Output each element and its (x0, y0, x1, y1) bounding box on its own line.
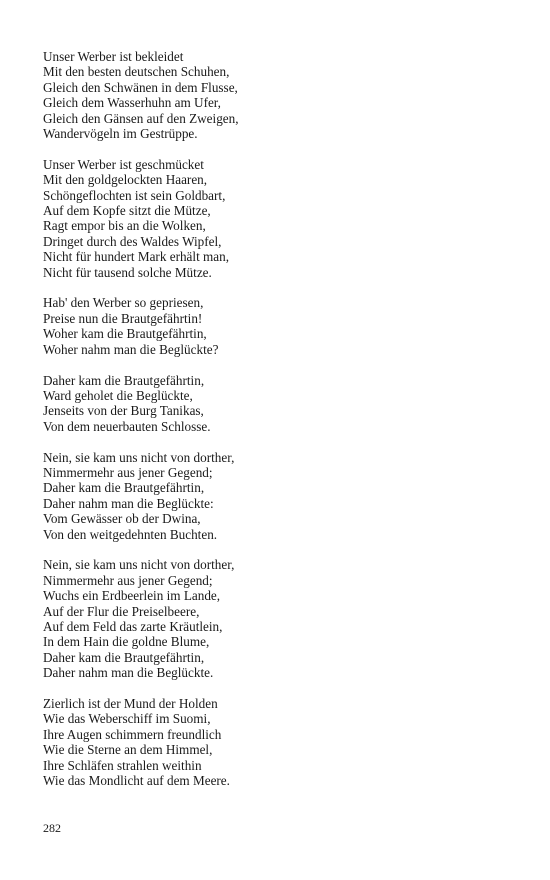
poem-line: Woher nahm man die Beglückte? (43, 341, 219, 357)
poem-line: Ihre Schläfen strahlen weithin (43, 757, 202, 773)
poem-line: Wandervögeln im Gestrüppe. (43, 125, 198, 141)
stanza (43, 157, 523, 280)
poem-line: Dringet durch des Waldes Wipfel, (43, 233, 222, 249)
poem-line: Preise nun die Brautgefährtin! (43, 310, 203, 326)
poem-line: Schöngeflochten ist sein Goldbart, (43, 187, 226, 203)
poem-line: Gleich den Schwänen in dem Flusse, (43, 79, 238, 95)
poem-line: Nimmermehr aus jener Gegend; (43, 464, 213, 480)
poem-line: Hab' den Werber so gepriesen, (43, 295, 204, 311)
poem-line: Auf dem Kopfe sitzt die Mütze, (43, 203, 211, 219)
poem-line: Daher nahm man die Beglückte. (43, 665, 214, 681)
poem-line: Von den weitgedehnten Buchten. (43, 526, 218, 542)
poem-line: Mit den besten deutschen Schuhen, (43, 64, 230, 80)
stanza (43, 450, 523, 542)
poem-line: Nimmermehr aus jener Gegend; (43, 572, 213, 588)
poem-line: Wie die Sterne an dem Himmel, (43, 742, 213, 758)
poem-line: Daher kam die Brautgefährtin, (43, 372, 205, 388)
poem-line: Ragt empor bis an die Wolken, (43, 218, 206, 234)
poem-line: Gleich den Gänsen auf den Zweigen, (43, 110, 239, 126)
poem-line: In dem Hain die goldne Blume, (43, 634, 210, 650)
stanza (43, 557, 523, 680)
poem-line: Woher kam die Brautgefährtin, (43, 326, 207, 342)
page-number: 282 (43, 821, 61, 835)
poem-body (43, 49, 523, 804)
poem-line: Jenseits von der Burg Tanikas, (43, 403, 204, 419)
poem-line: Auf der Flur die Preiselbeere, (43, 603, 200, 619)
stanza (43, 295, 523, 357)
poem-line: Wie das Mondlicht auf dem Meere. (43, 773, 230, 789)
poem-line: Nicht für hundert Mark erhält man, (43, 249, 230, 265)
poem-line: Zierlich ist der Mund der Holden (43, 696, 218, 712)
stanza (43, 49, 523, 141)
poem-line: Unser Werber ist bekleidet (43, 49, 184, 64)
poem-line: Mit den goldgelockten Haaren, (43, 172, 208, 188)
poem-line: Wie das Weberschiff im Suomi, (43, 711, 211, 727)
poem-line: Ward geholet die Beglückte, (43, 387, 193, 403)
poem-line: Wuchs ein Erdbeerlein im Lande, (43, 588, 221, 604)
poem-line: Ihre Augen schimmern freundlich (43, 726, 222, 742)
poem-line: Auf dem Feld das zarte Kräutlein, (43, 619, 223, 634)
poem-line: Daher nahm man die Beglückte: (43, 495, 214, 511)
poem-line: Daher kam die Brautgefährtin, (43, 649, 205, 665)
stanza (43, 696, 523, 788)
poem-line: Vom Gewässer ob der Dwina, (43, 511, 201, 527)
poem-line: Unser Werber ist geschmücket (43, 156, 204, 172)
stanza (43, 373, 523, 435)
poem-line: Nicht für tausend solche Mütze. (43, 264, 212, 280)
poem-line: Daher kam die Brautgefährtin, (43, 480, 205, 496)
poem-line: Nein, sie kam uns nicht von dorther, (43, 449, 235, 465)
poem-line: Gleich dem Wasserhuhn am Ufer, (43, 95, 221, 111)
poem-line: Von dem neuerbauten Schlosse. (43, 418, 211, 434)
poem-line: Nein, sie kam uns nicht von dorther, (43, 557, 235, 573)
